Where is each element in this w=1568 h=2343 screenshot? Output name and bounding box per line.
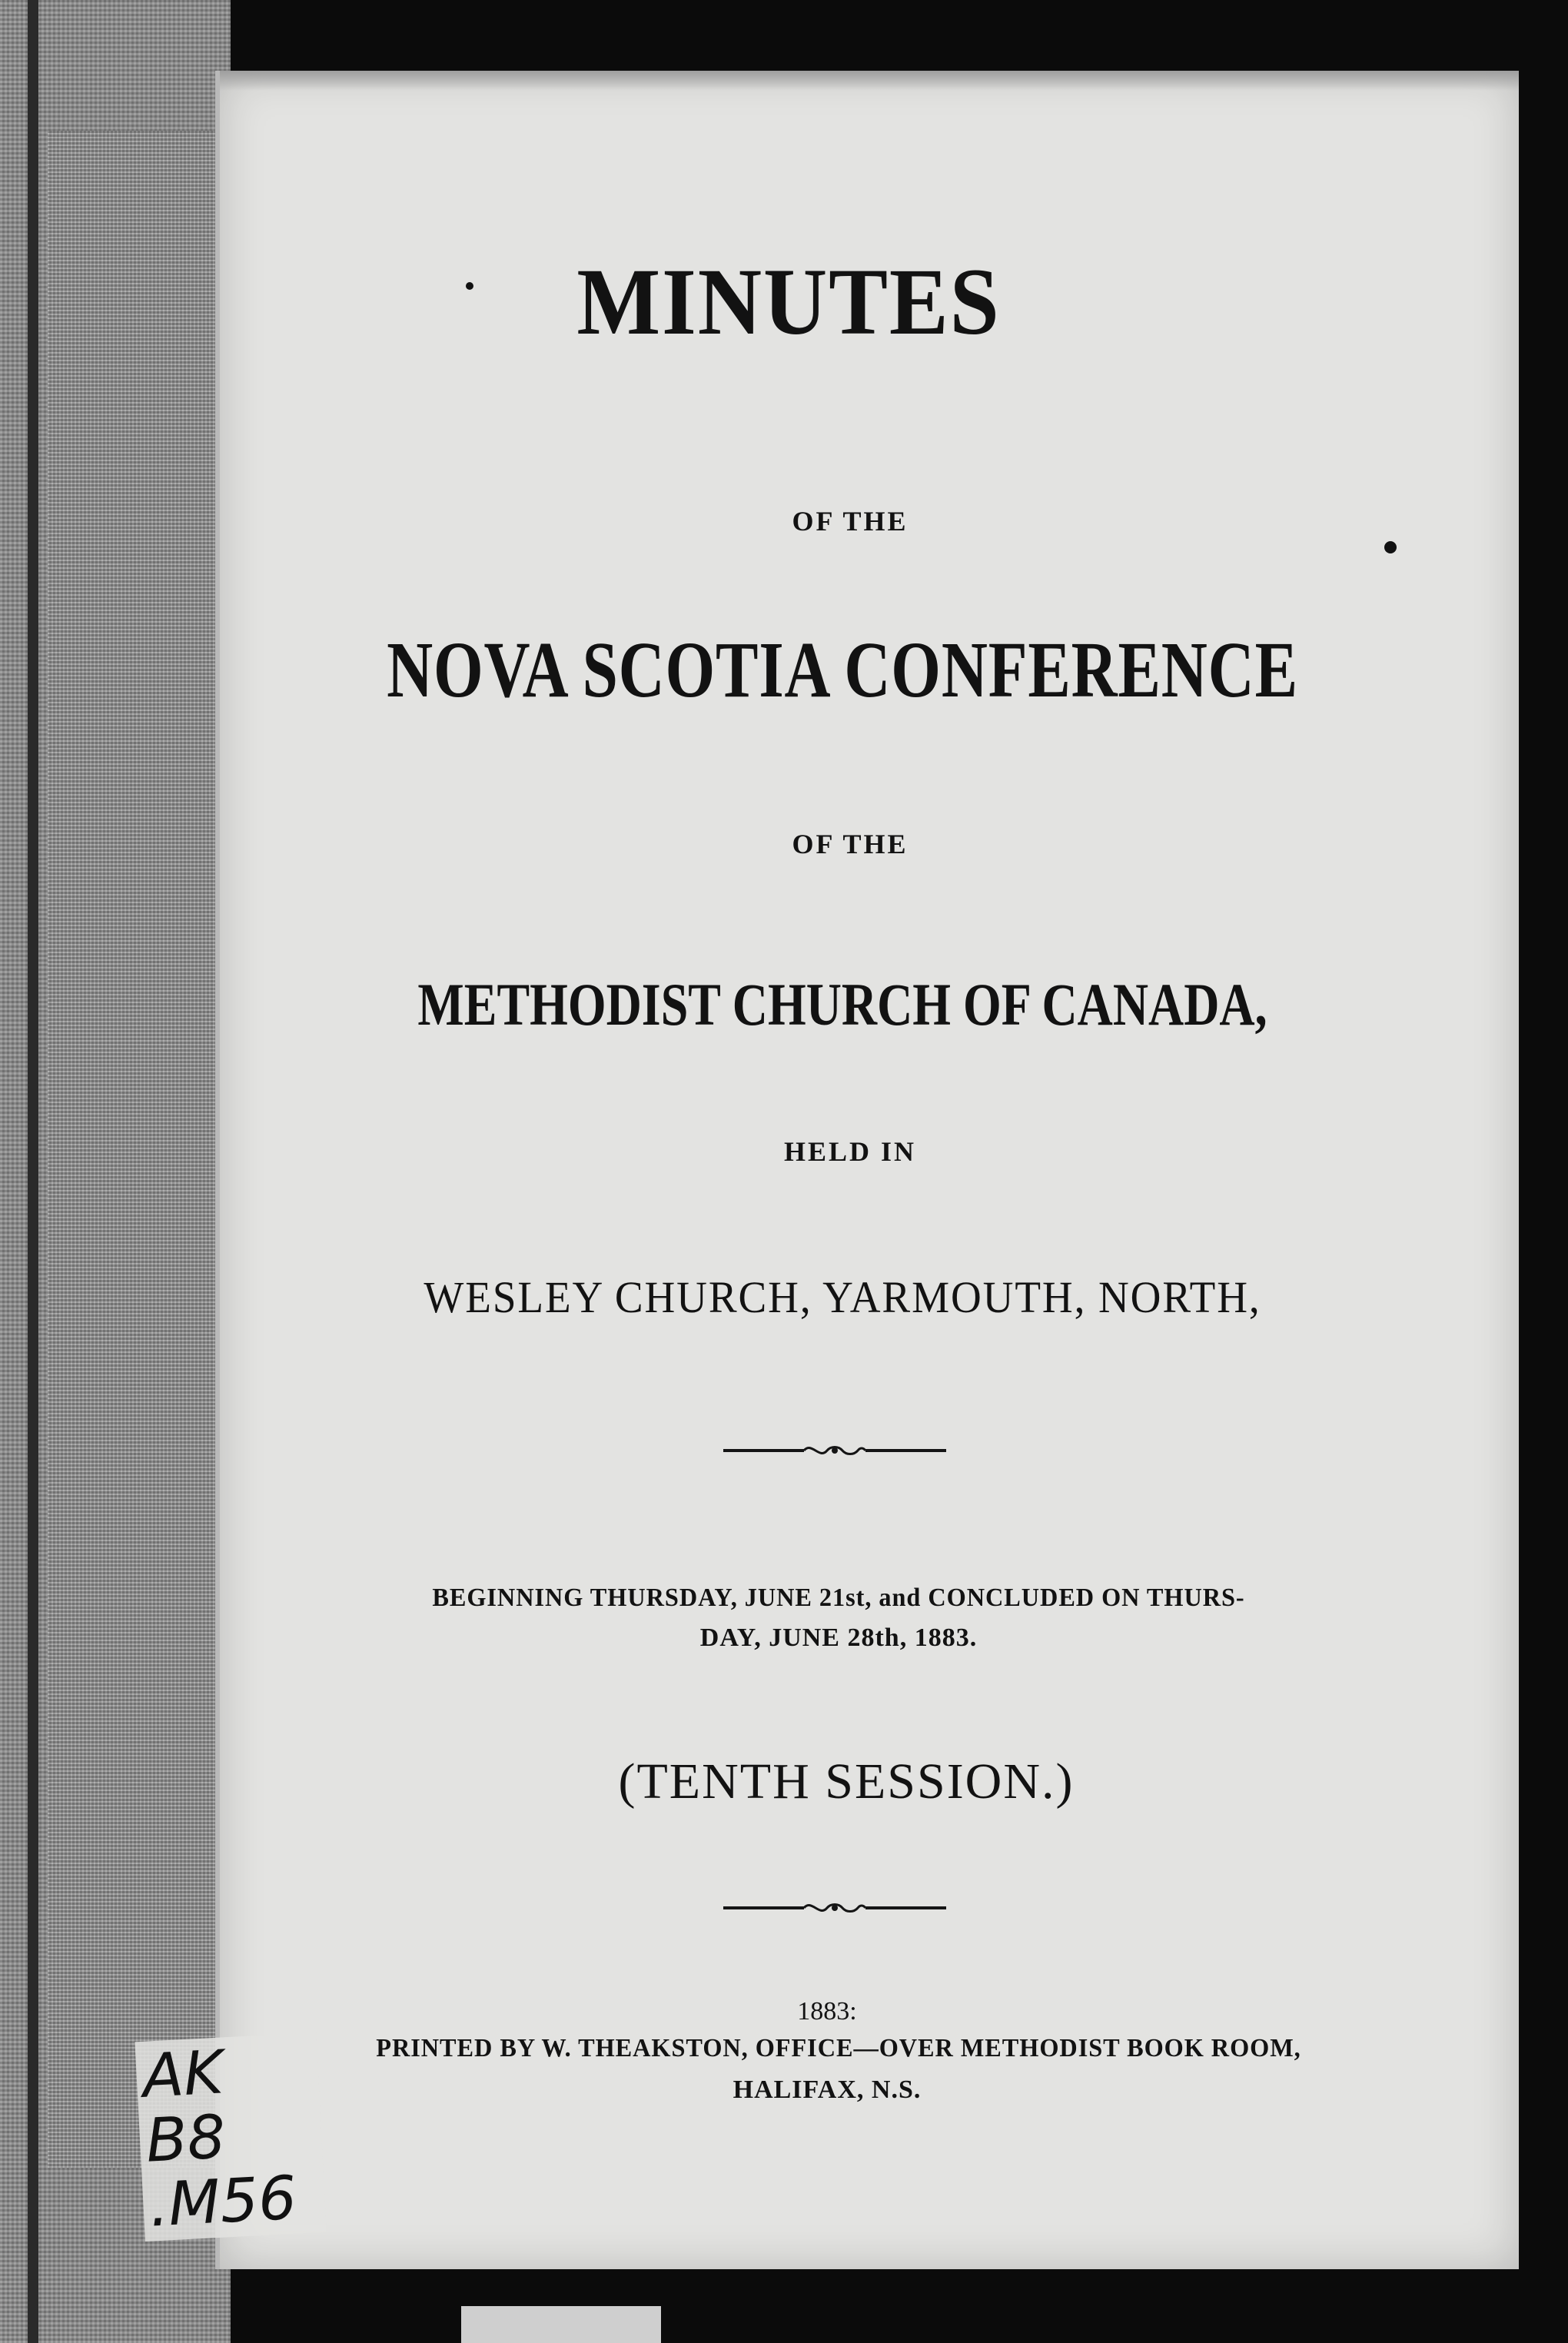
page-top-shadow [220,71,1519,91]
spine-edge [28,0,38,2343]
document-title: MINUTES [576,249,1001,354]
of-the-line-2: OF THE [792,829,909,859]
title-page [215,71,1519,2269]
library-call-number [135,2032,326,2242]
session-number: (TENTH SESSION.) [618,1753,1075,1810]
session-dates-line-2: DAY, JUNE 28th, 1883. [699,1623,978,1652]
ornamental-rule-icon [185,1439,1484,1466]
conference-name: NOVA SCOTIA CONFERENCE [387,626,1298,714]
bottom-edge-fragment [461,2306,661,2343]
printer-city: HALIFAX, N.S. [733,2075,922,2104]
church-name: METHODIST CHURCH OF CANADA, [417,971,1267,1038]
call-number-line-1: AK [141,2038,225,2112]
call-number-line-2: B8 [144,2102,228,2176]
session-dates-line-1: BEGINNING THURSDAY, JUNE 21st, and CONCLUDED ON THURS- [432,1584,1245,1612]
speck [1384,541,1397,553]
meeting-location: WESLEY CHURCH, YARMOUTH, NORTH, [424,1272,1261,1322]
held-in-line: HELD IN [783,1136,917,1167]
publication-year: 1883: [797,1997,857,2026]
ornamental-rule-icon [185,1896,1484,1923]
speck [466,282,473,290]
printer-imprint: PRINTED BY W. THEAKSTON, OFFICE—OVER METHODIST BOOK ROOM, [376,2034,1301,2062]
call-number-line-3: .M56 [148,2163,298,2241]
of-the-line-1: OF THE [792,506,909,537]
